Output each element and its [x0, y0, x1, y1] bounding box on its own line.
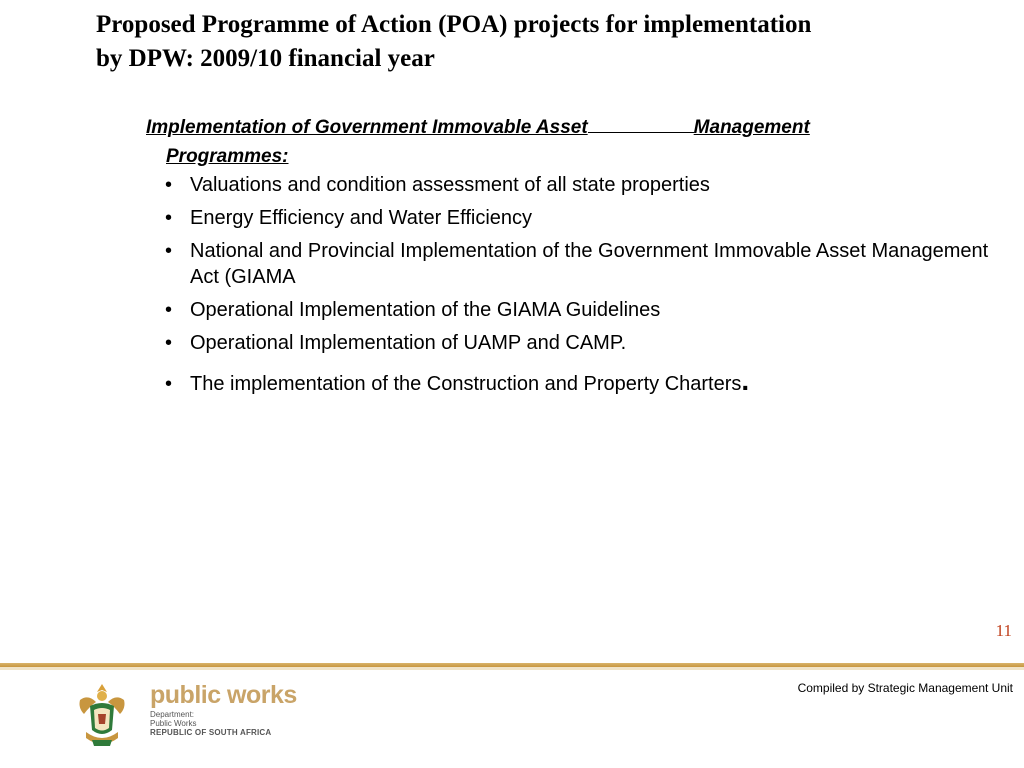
compiled-by-text: Compiled by Strategic Management Unit — [797, 681, 1013, 695]
coat-of-arms-icon — [74, 680, 130, 752]
section-heading-line-2: Programmes: — [166, 146, 289, 167]
brand-name: public works — [150, 681, 297, 709]
section-heading-part-2: Management — [693, 117, 810, 138]
bullet-text: National and Provincial Implementation of the Government Immovable Asset Management Act (GIAMA — [190, 240, 989, 288]
bullet-dot-icon: • — [165, 207, 173, 229]
slide-title — [96, 8, 976, 76]
bullet-text: Operational Implementation of UAMP and CAMP. — [190, 332, 627, 354]
brand-block — [150, 680, 297, 737]
brand-sub-country: REPUBLIC OF SOUTH AFRICA — [150, 728, 272, 737]
bullet-dot-icon: • — [165, 373, 173, 395]
bullet-item — [163, 297, 993, 323]
page-number: 11 — [995, 621, 1012, 640]
section-heading-part-1: Implementation of Government Immovable Asset — [146, 117, 588, 138]
bullet-text: The implementation of the Construction and Property Charters — [190, 373, 742, 395]
slide-title-line-2: by DPW: 2009/10 financial year — [96, 45, 435, 72]
bullet-dot-icon: • — [165, 174, 173, 196]
section-heading — [146, 113, 946, 171]
department-logo — [74, 680, 304, 760]
bullet-dot-icon: • — [165, 332, 173, 354]
bullet-text: Operational Implementation of the GIAMA Guidelines — [190, 299, 661, 321]
bullet-text: Valuations and condition assessment of all state properties — [190, 174, 710, 196]
bullet-dot-icon: • — [165, 240, 173, 262]
bullet-list — [163, 172, 993, 404]
bullet-dot-icon: • — [165, 299, 173, 321]
brand-sub-public-works: Public Works — [150, 719, 197, 728]
bullet-item — [163, 330, 993, 356]
bullet-item — [163, 365, 993, 397]
footer-divider-shadow — [0, 667, 1024, 670]
heading-underline-gap — [588, 131, 694, 133]
bullet-suffix: . — [741, 365, 750, 396]
bullet-item — [163, 172, 993, 198]
bullet-item — [163, 205, 993, 231]
bullet-text: Energy Efficiency and Water Efficiency — [190, 207, 533, 229]
brand-sub-department: Department: — [150, 710, 195, 719]
slide-title-line-1: Proposed Programme of Action (POA) projects for implementation — [96, 11, 812, 38]
bullet-item — [163, 238, 993, 290]
